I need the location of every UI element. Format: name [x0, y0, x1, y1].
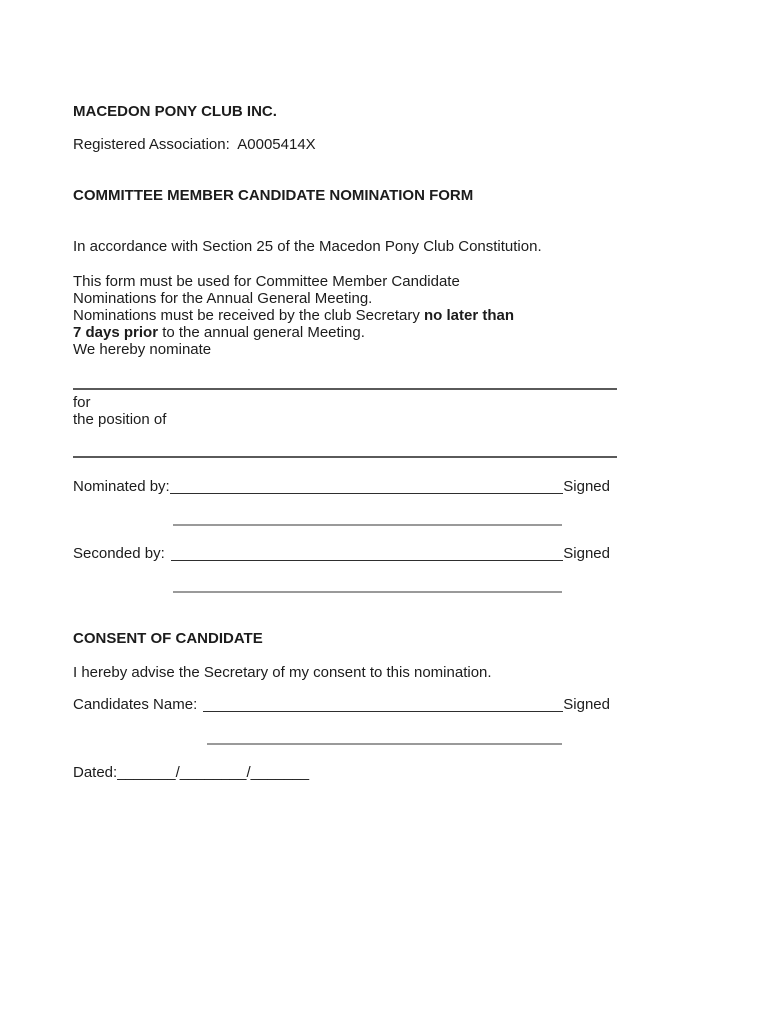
seconded-by-label: Seconded by:: [73, 545, 165, 562]
deadline-emphasis-2: 7 days prior: [73, 324, 159, 341]
position-line[interactable]: [73, 456, 617, 458]
instruction-line-2: Nominations for the Annual General Meeting.: [73, 290, 373, 307]
consent-section-heading: CONSENT OF CANDIDATE: [73, 630, 263, 647]
for-label: for: [73, 394, 91, 411]
instruction-line-4: [73, 324, 633, 341]
instruction-line-4-text: to the annual general Meeting.: [158, 324, 365, 341]
form-title: COMMITTEE MEMBER CANDIDATE NOMINATION FORM: [73, 187, 474, 204]
candidate-signature-line[interactable]: [207, 743, 562, 745]
nominated-by-name-line[interactable]: [170, 493, 564, 494]
nominated-by-row: [73, 478, 610, 495]
dated-line[interactable]: Dated:_______/________/_______: [73, 764, 310, 781]
seconded-by-signature-line[interactable]: [173, 591, 562, 593]
nominated-signed-label: Signed: [563, 478, 610, 495]
deadline-emphasis-1: no later than: [424, 307, 515, 324]
registered-association-number: Registered Association: A0005414X: [73, 136, 316, 153]
consent-statement: I hereby advise the Secretary of my consent to this nomination.: [73, 664, 492, 681]
instruction-line-3: [73, 307, 633, 324]
form-instructions: [73, 273, 633, 358]
we-hereby-nominate-label: We hereby nominate: [73, 341, 212, 358]
nominated-by-signature-line[interactable]: [173, 524, 562, 526]
instruction-line-1: This form must be used for Committee Member Candidate: [73, 273, 460, 290]
organization-name: MACEDON PONY CLUB INC.: [73, 103, 277, 120]
candidate-name-row: [73, 696, 610, 713]
constitution-reference: In accordance with Section 25 of the Macedon Pony Club Constitution.: [73, 238, 542, 255]
seconded-by-name-line[interactable]: [171, 560, 564, 561]
candidate-signed-label: Signed: [563, 696, 610, 713]
instruction-line-3-text: Nominations must be received by the club Secretary: [73, 307, 424, 324]
seconded-by-row: [73, 545, 610, 562]
nominee-name-line[interactable]: [73, 388, 617, 390]
seconded-signed-label: Signed: [563, 545, 610, 562]
candidate-name-line[interactable]: [203, 711, 563, 712]
position-of-label: the position of: [73, 411, 167, 428]
candidate-name-label: Candidates Name:: [73, 696, 198, 713]
nominated-by-label: Nominated by:: [73, 478, 170, 495]
